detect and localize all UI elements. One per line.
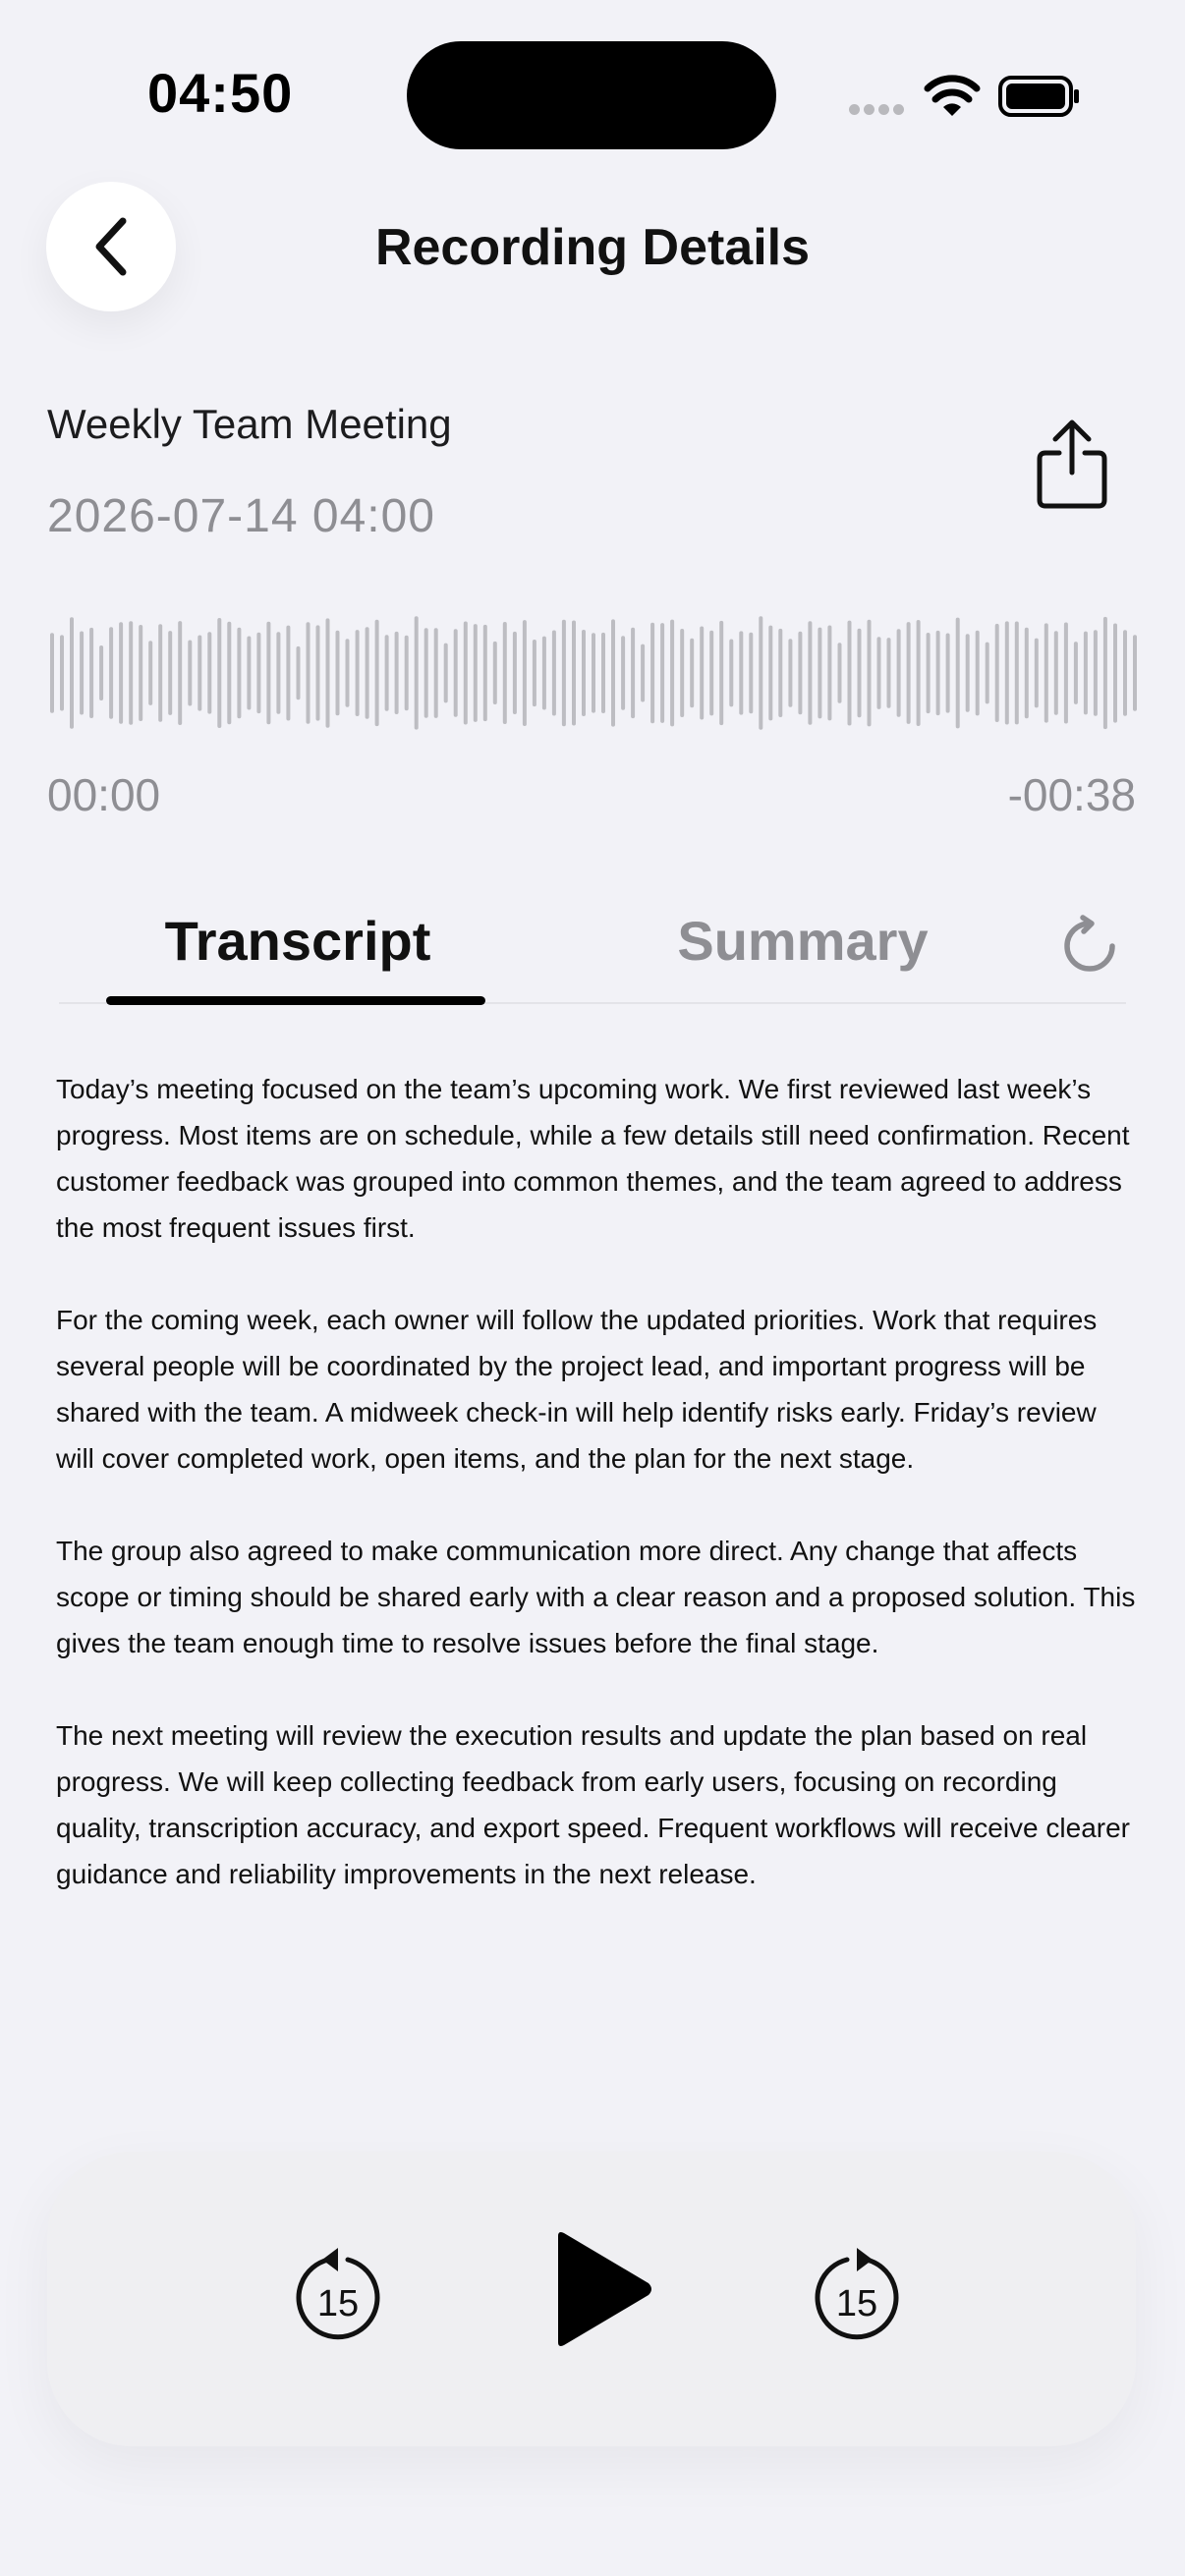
- waveform-bar: [631, 628, 635, 718]
- waveform-bar: [897, 629, 901, 717]
- waveform-bar: [523, 620, 527, 726]
- tab-summary[interactable]: Summary: [677, 910, 929, 972]
- waveform-bar: [188, 641, 192, 706]
- waveform-bar: [1025, 628, 1029, 718]
- waveform-bar: [1054, 631, 1058, 715]
- waveform-bar: [276, 632, 280, 713]
- dynamic-island: [407, 41, 776, 149]
- waveform-bar: [749, 633, 753, 714]
- waveform-bar: [307, 622, 310, 724]
- waveform-bar: [60, 635, 64, 710]
- play-icon: [548, 2228, 656, 2350]
- battery-icon: [998, 75, 1081, 118]
- waveform-bar: [297, 646, 301, 700]
- waveform-bar: [670, 620, 674, 727]
- share-icon: [1032, 418, 1112, 512]
- waveform-bar: [119, 622, 123, 723]
- skip-forward-label: 15: [835, 2283, 878, 2324]
- waveform-bar: [89, 628, 93, 718]
- tab-transcript[interactable]: Transcript: [164, 910, 431, 972]
- waveform-bar: [868, 620, 872, 727]
- skip-forward-icon: [808, 2240, 906, 2348]
- waveform-bar: [1064, 623, 1068, 724]
- waveform-bar: [533, 640, 536, 706]
- waveform-bar: [1044, 623, 1048, 722]
- waveform-bar: [966, 634, 970, 711]
- waveform-bar: [346, 639, 350, 707]
- waveform-bar: [778, 629, 782, 717]
- waveform-bar: [444, 644, 448, 703]
- skip-back-15-button[interactable]: [289, 2240, 387, 2348]
- waveform-bar: [700, 627, 704, 720]
- waveform-bar: [995, 624, 999, 722]
- waveform-bar: [99, 645, 103, 700]
- waveform-bar: [454, 629, 458, 716]
- waveform-bar: [424, 628, 428, 717]
- refresh-icon: [1057, 914, 1122, 979]
- waveform-bar: [572, 621, 576, 726]
- waveform-bar: [256, 633, 260, 713]
- waveform-bar: [542, 637, 546, 710]
- waveform-bar: [356, 630, 360, 716]
- status-time: 04:50: [147, 62, 294, 124]
- waveform-bar: [552, 631, 556, 716]
- waveform-bar: [109, 627, 113, 718]
- refresh-button[interactable]: [1057, 914, 1122, 979]
- waveform-bar: [927, 633, 931, 713]
- waveform-bar: [207, 632, 211, 713]
- waveform-bar: [286, 626, 290, 721]
- waveform-bar: [660, 623, 664, 723]
- waveform-bar: [247, 637, 251, 710]
- remaining-time: -00:38: [1007, 769, 1136, 820]
- waveform-bar: [592, 633, 595, 712]
- waveform-bar: [1133, 635, 1137, 711]
- waveform-bar: [680, 629, 684, 717]
- play-button[interactable]: [548, 2228, 656, 2350]
- waveform-bar: [316, 625, 320, 720]
- waveform-bar: [858, 629, 862, 718]
- waveform-bar: [1094, 630, 1098, 716]
- skip-back-icon: [289, 2240, 387, 2348]
- waveform[interactable]: [47, 604, 1140, 742]
- transcript-paragraph: For the coming week, each owner will follow the updated priorities. Work that requires several people will be coordinated by the project lead, and important progress will be shared with the team. A midweek check-in will help identify risks early. Friday’s review will cover completed work, open items, and the plan for the next stage.: [56, 1305, 1098, 1474]
- transcript-paragraph: Today’s meeting focused on the team’s upcoming work. We first reviewed last week’s progress. Most items are on schedule, while a few details still need confirmation. Recent customer feedback was grouped into common themes, and the team agreed to address the most frequent issues first.: [56, 1074, 1130, 1243]
- waveform-bar: [434, 628, 438, 718]
- waveform-bar: [621, 636, 625, 710]
- waveform-bar: [266, 622, 270, 725]
- waveform-bar: [375, 620, 379, 726]
- waveform-bar: [237, 628, 241, 719]
- player-controls: [47, 2152, 1136, 2446]
- waveform-bar: [493, 642, 497, 704]
- waveform-bar: [1123, 630, 1127, 715]
- waveform-bar: [768, 626, 772, 721]
- waveform-bar: [788, 639, 792, 707]
- waveform-bar: [1113, 624, 1117, 723]
- waveform-bar: [641, 644, 645, 702]
- waveform-bar: [483, 625, 487, 721]
- waveform-bar: [818, 628, 821, 719]
- waveform-bar: [709, 631, 713, 716]
- waveform-bar: [798, 632, 802, 715]
- waveform-bar: [1074, 642, 1078, 704]
- waveform-bar: [178, 621, 182, 725]
- waveform-bar: [601, 633, 605, 713]
- waveform-bar: [1103, 617, 1107, 729]
- waveform-bar: [405, 636, 409, 710]
- waveform-bar: [729, 640, 733, 707]
- waveform-bar: [50, 633, 54, 713]
- waveform-bar: [503, 622, 507, 724]
- waveform-bar: [719, 621, 723, 725]
- waveform-bar: [326, 618, 330, 727]
- waveform-bar: [1005, 621, 1009, 724]
- skip-back-label: 15: [316, 2283, 360, 2324]
- waveform-bar: [976, 631, 980, 716]
- page-title: Recording Details: [374, 219, 811, 276]
- waveform-bar: [946, 634, 950, 713]
- waveform-bar: [562, 620, 566, 727]
- waveform-bar: [877, 637, 881, 709]
- waveform-bar: [808, 621, 812, 725]
- recording-title: Weekly Team Meeting: [47, 401, 452, 447]
- waveform-bar: [650, 623, 654, 724]
- signal-dots-icon: [849, 102, 908, 114]
- waveform-bar: [848, 621, 852, 726]
- wifi-icon: [924, 73, 981, 118]
- waveform-bar: [1084, 632, 1088, 715]
- waveform-bar: [611, 619, 615, 726]
- waveform-bar: [336, 631, 340, 715]
- active-tab-indicator: [106, 996, 485, 1005]
- waveform-bar: [70, 617, 74, 729]
- waveform-bar: [887, 638, 891, 708]
- waveform-bar: [395, 632, 399, 714]
- transcript-paragraph: The next meeting will review the execution results and update the plan based on real progress. We will keep collecting feedback from early users, focusing on recording quality, transcription accuracy, and export speed. Frequent workflows will receive clearer guidance and reliability improvements in the next release.: [56, 1720, 1130, 1889]
- waveform-bar: [759, 616, 762, 730]
- waveform-bar: [227, 622, 231, 725]
- waveform-bar: [80, 632, 84, 715]
- waveform-bar: [513, 632, 517, 714]
- waveform-bar: [838, 643, 842, 703]
- waveform-bar: [168, 631, 172, 715]
- waveform-bar: [464, 622, 468, 725]
- waveform-bar: [366, 627, 369, 718]
- waveform-bar: [690, 639, 694, 708]
- waveform-bar: [474, 624, 478, 722]
- transcript-body: [56, 1066, 1137, 1943]
- skip-forward-15-button[interactable]: [808, 2240, 906, 2348]
- waveform-bar: [986, 643, 989, 704]
- waveform-bar: [385, 635, 389, 710]
- waveform-bar: [917, 620, 921, 726]
- waveform-bar: [827, 626, 831, 721]
- waveform-bar: [936, 631, 940, 715]
- recording-date: 2026-07-14 04:00: [47, 490, 435, 542]
- waveform-bar: [415, 616, 419, 729]
- waveform-bar: [217, 618, 221, 728]
- waveform-bar: [1035, 639, 1039, 708]
- waveform-bar: [129, 621, 133, 725]
- waveform-bar: [956, 618, 960, 729]
- waveform-bar: [1015, 622, 1019, 725]
- transcript-paragraph: The group also agreed to make communication more direct. Any change that affects scope or timing should be shared early with a clear reason and a proposed solution. This gives the team enough time to resolve issues before the final stage.: [56, 1536, 1136, 1658]
- waveform-bar: [907, 622, 911, 724]
- waveform-bar: [139, 625, 142, 721]
- waveform-bar: [739, 631, 743, 714]
- waveform-bar: [582, 630, 586, 716]
- share-button[interactable]: [1032, 418, 1112, 512]
- waveform-bar: [148, 641, 152, 705]
- elapsed-time: 00:00: [47, 769, 161, 820]
- waveform-bar: [158, 624, 162, 722]
- waveform-bar: [198, 636, 201, 711]
